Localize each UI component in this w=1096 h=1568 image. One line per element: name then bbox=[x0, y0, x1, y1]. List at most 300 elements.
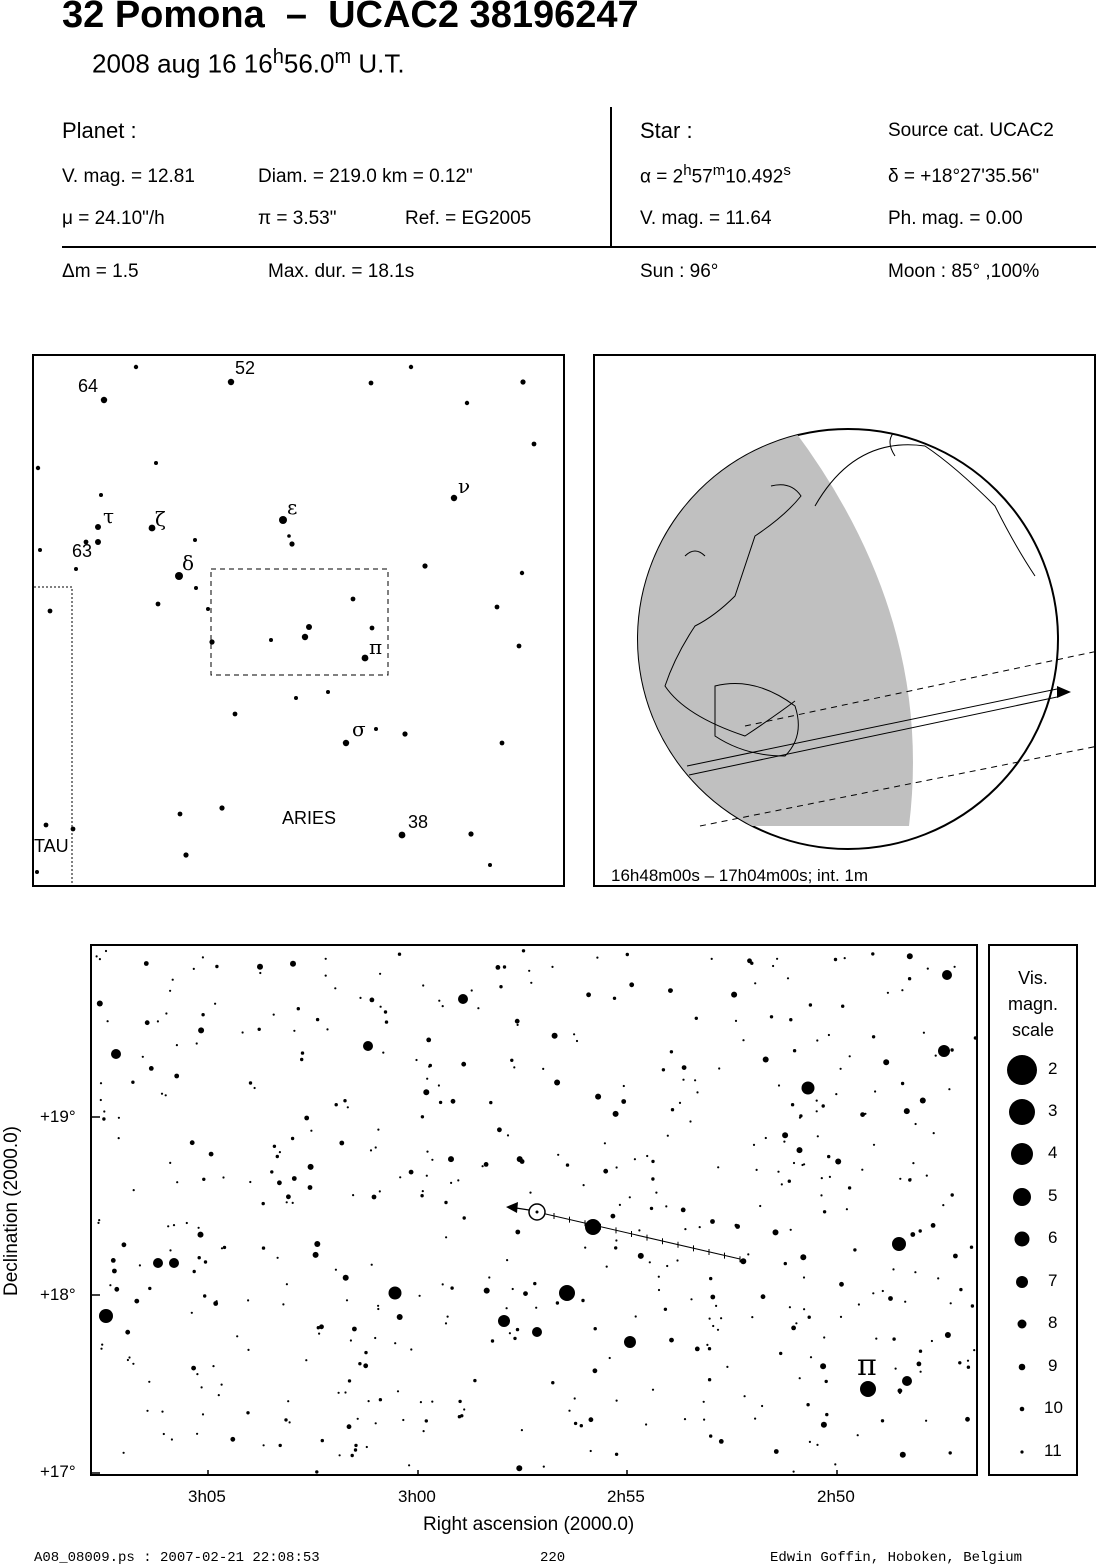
star-label-63: 63 bbox=[72, 541, 93, 561]
field-star bbox=[420, 1401, 422, 1403]
globe-panel bbox=[593, 354, 1096, 887]
field-star bbox=[270, 1170, 273, 1173]
field-star bbox=[357, 1418, 359, 1420]
field-star bbox=[945, 1332, 951, 1338]
field-star bbox=[606, 1266, 608, 1268]
field-star bbox=[394, 1342, 396, 1344]
field-star bbox=[593, 1368, 598, 1373]
x-tick-3h05: 3h05 bbox=[188, 1487, 226, 1506]
field-star bbox=[310, 1130, 312, 1132]
field-star bbox=[861, 1169, 863, 1171]
field-star bbox=[801, 1164, 803, 1166]
star-label-zeta: ζ bbox=[155, 507, 166, 531]
scale-mag-5: 5 bbox=[1048, 1186, 1058, 1205]
field-star bbox=[444, 1201, 447, 1204]
field-star bbox=[139, 1264, 141, 1266]
globe-graphics bbox=[595, 356, 1096, 887]
field-star bbox=[816, 1100, 818, 1102]
field-star bbox=[131, 1081, 134, 1084]
field-star bbox=[169, 990, 171, 992]
field-star bbox=[103, 1110, 105, 1112]
field-star bbox=[846, 1208, 848, 1210]
field-star bbox=[638, 1229, 640, 1231]
scale-mag-2: 2 bbox=[1048, 1059, 1058, 1078]
field-star bbox=[799, 1114, 802, 1117]
field-star bbox=[803, 1308, 805, 1310]
field-star bbox=[948, 1088, 950, 1090]
field-star bbox=[616, 1166, 618, 1168]
field-star bbox=[535, 1307, 537, 1309]
field-star bbox=[670, 1050, 673, 1053]
field-star bbox=[133, 1189, 135, 1191]
field-star bbox=[782, 1132, 788, 1138]
field-star bbox=[650, 1207, 653, 1210]
field-star bbox=[770, 1015, 773, 1018]
field-star bbox=[816, 1444, 818, 1446]
field-star bbox=[477, 1007, 479, 1009]
field-star bbox=[254, 1087, 256, 1089]
bright-star bbox=[942, 970, 952, 980]
bright-star bbox=[559, 1285, 575, 1301]
field-star bbox=[604, 1142, 606, 1144]
field-star bbox=[747, 958, 752, 963]
field-star bbox=[839, 1282, 844, 1287]
field-star bbox=[286, 1283, 288, 1285]
field-star bbox=[809, 1003, 812, 1006]
motion-arrow-head bbox=[506, 1202, 518, 1213]
field-star bbox=[574, 1422, 577, 1425]
field-star bbox=[422, 984, 424, 986]
field-star bbox=[521, 1429, 523, 1431]
motion-arrow-shaft bbox=[516, 1208, 529, 1210]
bright-star bbox=[892, 1237, 906, 1251]
field-star bbox=[186, 1222, 188, 1224]
field-star bbox=[363, 1363, 368, 1368]
field-star bbox=[726, 1366, 728, 1368]
field-star bbox=[613, 1111, 619, 1117]
field-star bbox=[279, 1151, 281, 1153]
field-star bbox=[343, 1275, 349, 1281]
field-star bbox=[301, 1051, 304, 1054]
field-star bbox=[611, 1214, 616, 1219]
field-star bbox=[669, 1338, 674, 1343]
field-star bbox=[313, 1252, 319, 1258]
field-star bbox=[708, 1378, 711, 1381]
field-star bbox=[909, 1178, 911, 1180]
star-label-tau: τ bbox=[103, 504, 115, 528]
field-star bbox=[122, 1242, 127, 1247]
footer-file-info: A08_08009.ps : 2007-02-21 22:08:53 bbox=[34, 1550, 320, 1566]
field-star bbox=[816, 1039, 818, 1041]
field-star bbox=[676, 1259, 678, 1261]
field-star bbox=[747, 1253, 749, 1255]
star-label-pi: π bbox=[369, 635, 383, 659]
field-star bbox=[420, 1194, 423, 1197]
ra-hour-unit: h bbox=[683, 162, 692, 179]
field-star bbox=[882, 1290, 884, 1292]
field-star bbox=[820, 1194, 822, 1196]
ra-minutes: 57 bbox=[691, 166, 713, 188]
field-star bbox=[793, 1049, 796, 1052]
field-star bbox=[109, 1284, 111, 1286]
field-star bbox=[765, 1137, 767, 1139]
ra-minute-unit: m bbox=[712, 162, 726, 179]
field-star bbox=[214, 1003, 216, 1005]
field-star bbox=[817, 1135, 819, 1137]
field-star bbox=[473, 1379, 476, 1382]
field-star bbox=[198, 1256, 201, 1259]
field-star bbox=[347, 1106, 349, 1108]
field-star bbox=[100, 1099, 102, 1101]
field-star bbox=[703, 1401, 705, 1403]
field-star bbox=[881, 1419, 884, 1422]
field-star bbox=[273, 1014, 275, 1016]
field-star bbox=[772, 965, 774, 967]
field-star bbox=[169, 1162, 171, 1164]
field-star bbox=[450, 1286, 453, 1289]
field-star bbox=[912, 1162, 914, 1164]
field-star bbox=[112, 1269, 117, 1274]
field-star bbox=[949, 1451, 952, 1454]
field-star bbox=[927, 968, 929, 970]
field-star bbox=[201, 1013, 204, 1016]
field-star bbox=[754, 982, 756, 984]
field-star bbox=[273, 1145, 276, 1148]
finder-chart bbox=[32, 354, 565, 887]
field-star bbox=[173, 1224, 175, 1226]
field-star bbox=[352, 1194, 354, 1196]
field-star bbox=[626, 953, 629, 956]
field-star bbox=[703, 1419, 705, 1421]
y-tick-19: +19° bbox=[40, 1107, 76, 1126]
field-star bbox=[840, 1316, 842, 1318]
field-star bbox=[646, 1155, 648, 1157]
field-star bbox=[566, 1163, 569, 1166]
field-star bbox=[935, 1055, 937, 1057]
field-star bbox=[793, 1162, 795, 1164]
field-star bbox=[111, 1258, 116, 1263]
field-star bbox=[900, 1452, 906, 1458]
field-star bbox=[844, 957, 846, 959]
field-star bbox=[835, 1093, 837, 1095]
field-star bbox=[96, 955, 98, 957]
field-star bbox=[497, 1127, 502, 1132]
y-axis-label: Declination (2000.0) bbox=[1, 1125, 22, 1297]
star-declination: δ = +18°27'35.56" bbox=[888, 166, 1040, 187]
field-star bbox=[385, 1020, 388, 1023]
field-star bbox=[496, 965, 501, 970]
finder-stars bbox=[35, 365, 536, 874]
field-star bbox=[339, 1454, 341, 1456]
field-star bbox=[682, 1065, 687, 1070]
field-star bbox=[321, 1439, 324, 1442]
field-star bbox=[263, 1444, 265, 1446]
field-star bbox=[375, 1422, 377, 1424]
field-star bbox=[517, 1024, 519, 1026]
field-star bbox=[777, 1171, 779, 1173]
ra-second-unit: s bbox=[783, 162, 791, 179]
field-star bbox=[827, 1155, 830, 1158]
x-tick-2h55: 2h55 bbox=[607, 1487, 645, 1506]
field-star bbox=[123, 1452, 125, 1454]
field-star bbox=[892, 1337, 895, 1340]
field-star bbox=[614, 1246, 617, 1249]
field-star bbox=[506, 1259, 508, 1261]
field-star bbox=[710, 1295, 715, 1300]
field-star bbox=[925, 1420, 927, 1422]
scale-title-vis: Vis. bbox=[1018, 968, 1048, 988]
field-star bbox=[773, 1229, 779, 1235]
field-star bbox=[397, 1314, 403, 1320]
field-star bbox=[202, 1178, 205, 1181]
field-star bbox=[380, 1006, 382, 1008]
field-star bbox=[513, 1066, 515, 1068]
field-star bbox=[671, 1108, 674, 1111]
field-star bbox=[223, 1246, 226, 1249]
field-star bbox=[172, 979, 174, 981]
field-star bbox=[973, 1349, 975, 1351]
x-tick-2h50: 2h50 bbox=[817, 1487, 855, 1506]
field-star bbox=[242, 1031, 244, 1033]
scale-mag-4: 4 bbox=[1048, 1143, 1058, 1162]
field-star bbox=[920, 1371, 922, 1373]
field-star bbox=[319, 1324, 324, 1329]
field-star bbox=[904, 1301, 906, 1303]
field-star bbox=[421, 1115, 424, 1118]
field-star bbox=[793, 1471, 795, 1473]
bright-star bbox=[111, 1049, 121, 1059]
scale-mag-9: 9 bbox=[1048, 1356, 1058, 1375]
field-star bbox=[284, 1418, 287, 1421]
field-star bbox=[821, 1177, 823, 1179]
scale-mag-6: 6 bbox=[1048, 1228, 1058, 1247]
field-star bbox=[799, 1377, 801, 1379]
bright-star bbox=[902, 1376, 912, 1386]
field-star bbox=[125, 1330, 130, 1335]
field-star bbox=[196, 1373, 198, 1375]
field-star bbox=[779, 1352, 782, 1355]
max-duration: Max. dur. = 18.1s bbox=[268, 261, 415, 282]
field-star bbox=[810, 1356, 812, 1358]
field-star bbox=[533, 1282, 536, 1285]
field-star bbox=[507, 1134, 509, 1136]
field-star bbox=[926, 1175, 928, 1177]
field-star bbox=[689, 1120, 691, 1122]
star-heading: Star : bbox=[640, 118, 693, 143]
field-star bbox=[690, 1298, 692, 1300]
planet-vmag: V. mag. = 12.81 bbox=[62, 166, 195, 187]
field-star bbox=[931, 1340, 933, 1342]
field-star bbox=[489, 1101, 492, 1104]
field-star bbox=[286, 1194, 291, 1199]
field-star bbox=[551, 966, 553, 968]
source-catalog: Source cat. UCAC2 bbox=[888, 120, 1054, 141]
field-star bbox=[720, 1317, 722, 1319]
scale-mag-11: 11 bbox=[1044, 1441, 1062, 1460]
field-star bbox=[97, 1001, 103, 1007]
field-star bbox=[426, 1038, 431, 1043]
field-star bbox=[669, 989, 672, 992]
field-star bbox=[450, 1182, 452, 1184]
delta-magnitude: Δm = 1.5 bbox=[62, 261, 139, 282]
field-star bbox=[616, 1400, 618, 1402]
field-star bbox=[157, 1020, 159, 1022]
magnitude-scale bbox=[988, 944, 1078, 1476]
field-star bbox=[409, 1170, 414, 1175]
field-star bbox=[426, 1151, 428, 1153]
field-star bbox=[236, 1335, 238, 1337]
asteroid-track bbox=[537, 1212, 740, 1259]
field-star bbox=[872, 1292, 874, 1294]
star-label-nu: ν bbox=[458, 474, 471, 498]
field-star bbox=[399, 1176, 401, 1178]
field-star bbox=[326, 1028, 328, 1030]
field-star bbox=[552, 1033, 558, 1039]
field-star bbox=[161, 1093, 163, 1095]
field-star bbox=[759, 1205, 761, 1207]
field-star bbox=[293, 1030, 295, 1032]
field-star bbox=[510, 1059, 513, 1062]
moon-elongation: Moon : 85° ,100% bbox=[888, 261, 1040, 282]
field-star bbox=[557, 1154, 559, 1156]
field-star bbox=[717, 1166, 719, 1168]
field-star bbox=[711, 958, 713, 960]
field-star bbox=[193, 1270, 196, 1273]
field-star bbox=[308, 1185, 313, 1190]
star-label-delta: δ bbox=[182, 551, 195, 575]
field-star bbox=[292, 1176, 297, 1181]
field-star bbox=[190, 1140, 195, 1145]
field-star bbox=[623, 1085, 625, 1087]
field-star bbox=[742, 1039, 744, 1041]
footer-page-number: 220 bbox=[540, 1550, 566, 1566]
field-star bbox=[634, 1158, 636, 1160]
planet-parallax: π = 3.53" bbox=[258, 208, 337, 229]
field-star bbox=[142, 1056, 144, 1058]
hour-unit: h bbox=[272, 46, 284, 68]
field-star bbox=[384, 1010, 387, 1013]
field-star bbox=[144, 961, 149, 966]
field-star bbox=[791, 1326, 796, 1331]
field-star bbox=[171, 1438, 173, 1440]
field-star bbox=[134, 1299, 139, 1304]
field-star bbox=[954, 966, 956, 968]
scale-dot-9 bbox=[1019, 1364, 1026, 1371]
field-star bbox=[899, 1392, 901, 1394]
field-star bbox=[375, 1146, 377, 1148]
ra-seconds: 10.492 bbox=[725, 166, 784, 188]
field-star bbox=[666, 1265, 668, 1267]
field-star bbox=[638, 1253, 644, 1259]
field-star bbox=[888, 1296, 893, 1301]
scale-dot-8 bbox=[1018, 1320, 1027, 1329]
field-star bbox=[595, 1094, 601, 1100]
scale-mag-7: 7 bbox=[1048, 1271, 1058, 1290]
field-star bbox=[191, 1366, 196, 1371]
x-axis-label: Right ascension (2000.0) bbox=[423, 1514, 635, 1535]
field-star bbox=[789, 1018, 792, 1021]
field-star bbox=[795, 1322, 797, 1324]
footer-author: Edwin Goffin, Hoboken, Belgium bbox=[770, 1550, 1023, 1566]
field-star bbox=[951, 1193, 954, 1196]
field-star bbox=[334, 987, 336, 989]
planet-motion: μ = 24.10"/h bbox=[62, 208, 165, 229]
field-star bbox=[439, 1101, 442, 1104]
field-star bbox=[491, 1339, 494, 1342]
field-star bbox=[277, 1180, 282, 1185]
planet-heading: Planet : bbox=[62, 118, 137, 143]
field-star bbox=[165, 1094, 167, 1096]
field-star bbox=[100, 1082, 102, 1084]
field-star bbox=[662, 1068, 665, 1071]
field-star bbox=[809, 1441, 811, 1443]
field-star bbox=[221, 1384, 223, 1386]
field-star bbox=[901, 989, 903, 991]
bright-star bbox=[532, 1327, 542, 1337]
field-star bbox=[874, 1090, 876, 1092]
field-star bbox=[776, 958, 778, 960]
field-star bbox=[377, 1129, 379, 1131]
field-star bbox=[658, 1289, 660, 1291]
scale-dot-11 bbox=[1020, 1450, 1023, 1453]
field-star bbox=[528, 970, 530, 972]
field-star bbox=[484, 1162, 489, 1167]
field-star bbox=[338, 1392, 340, 1394]
field-star bbox=[820, 1363, 826, 1369]
field-star bbox=[651, 1177, 654, 1180]
field-star bbox=[841, 1005, 844, 1008]
info-divider-horizontal bbox=[62, 246, 1096, 248]
date-prefix: 2008 aug 16 16 bbox=[92, 48, 273, 79]
field-star bbox=[756, 1169, 758, 1171]
field-star bbox=[458, 1415, 461, 1418]
field-star bbox=[100, 1348, 102, 1350]
star-label-epsilon: ε bbox=[287, 495, 298, 519]
field-star bbox=[506, 1307, 508, 1309]
field-star bbox=[517, 1156, 523, 1162]
field-star bbox=[958, 1361, 961, 1364]
field-star bbox=[816, 1110, 818, 1112]
star-right-ascension bbox=[640, 162, 791, 188]
field-star bbox=[379, 973, 381, 975]
field-star bbox=[276, 1155, 279, 1158]
field-star bbox=[415, 1059, 417, 1061]
field-star bbox=[883, 1059, 889, 1065]
field-star bbox=[426, 1078, 428, 1080]
field-star bbox=[422, 1190, 424, 1192]
field-star bbox=[202, 1413, 204, 1415]
field-star bbox=[297, 1007, 300, 1010]
field-star bbox=[834, 958, 837, 961]
field-star bbox=[169, 1249, 171, 1251]
field-star bbox=[910, 1232, 915, 1237]
field-star bbox=[339, 1141, 344, 1146]
field-star bbox=[488, 1276, 490, 1278]
field-star bbox=[735, 1020, 737, 1022]
field-star bbox=[410, 1348, 412, 1350]
field-star bbox=[542, 1068, 544, 1070]
field-star bbox=[942, 1204, 944, 1206]
field-star bbox=[682, 1079, 684, 1081]
field-star bbox=[829, 1176, 831, 1178]
field-star bbox=[860, 1112, 865, 1117]
time-minutes: 56.0 bbox=[283, 48, 335, 79]
field-star bbox=[458, 1400, 461, 1403]
field-star bbox=[98, 1219, 100, 1221]
main-star-chart-graphics bbox=[92, 946, 978, 1476]
field-star bbox=[778, 1084, 780, 1086]
bright-star bbox=[802, 1082, 815, 1095]
